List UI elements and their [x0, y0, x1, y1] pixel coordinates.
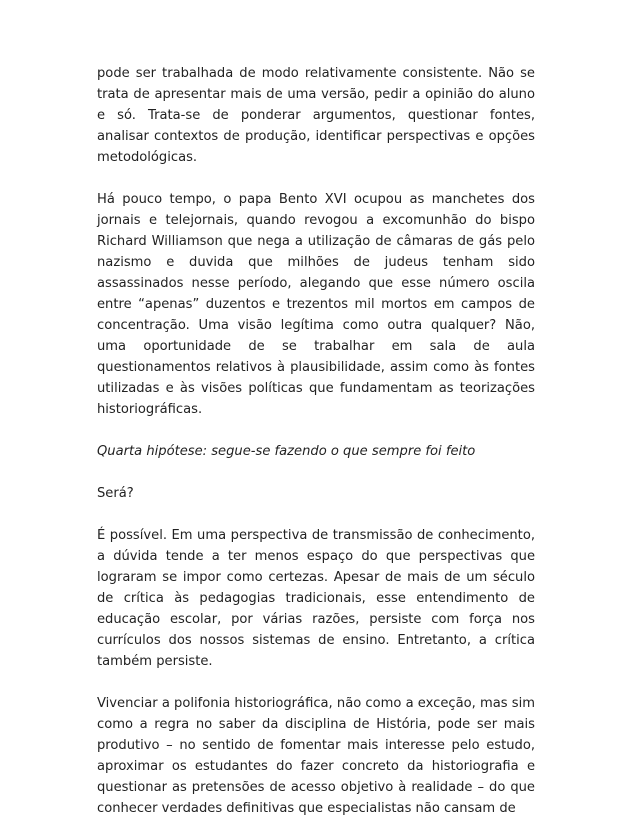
- paragraph-2: Há pouco tempo, o papa Bento XVI ocupou as manchetes dos jornais e telejornais, quando revogou a excomunhão do bispo Richard Williamson que nega a utilização de câmaras de gás pelo nazismo e duvida que milhões de judeus tenham sido assassinados nesse período, alegando que esse número oscila entre “apenas” duzentos e trezentos mil mortos em campos de concentração. Uma visão legítima como outra qualquer? Não, uma oportunidade de se trabalhar em sala de aula questionamentos relativos à plausibilidade, assim como às fontes utilizadas e às visões políticas que fundamentam as teorizações historiográficas.: [97, 192, 535, 417]
- section-heading: Quarta hipótese: segue-se fazendo o que sempre foi feito: [97, 444, 476, 459]
- paragraph-4: É possível. Em uma perspectiva de transmissão de conhecimento, a dúvida tende a ter menos espaço do que perspectivas que lograram se impor como certezas. Apesar de mais de um século de crítica às pedagogias tradicionais, esse entendimento de educação escolar, por várias razões, persiste com força nos currículos dos nossos sistemas de ensino. Entretanto, a crítica também persiste.: [97, 528, 535, 669]
- document-page: [97, 63, 535, 840]
- paragraph-1: pode ser trabalhada de modo relativamente consistente. Não se trata de apresentar mais de uma versão, pedir a opinião do aluno e só. Trata-se de ponderar argumentos, questionar fontes, analisar contextos de produção, identificar perspectivas e opções metodológicas.: [97, 66, 535, 165]
- paragraph-5: Vivenciar a polifonia historiográfica, não como a exceção, mas sim como a regra no saber da disciplina de História, pode ser mais produtivo – no sentido de fomentar mais interesse pelo estudo, aproximar os estudantes do fazer concreto da historiografia e questionar as pretensões de acesso objetivo à realidade – do que conhecer verdades definitivas que especialistas não cansam de: [97, 696, 535, 816]
- paragraph-3: Será?: [97, 486, 134, 501]
